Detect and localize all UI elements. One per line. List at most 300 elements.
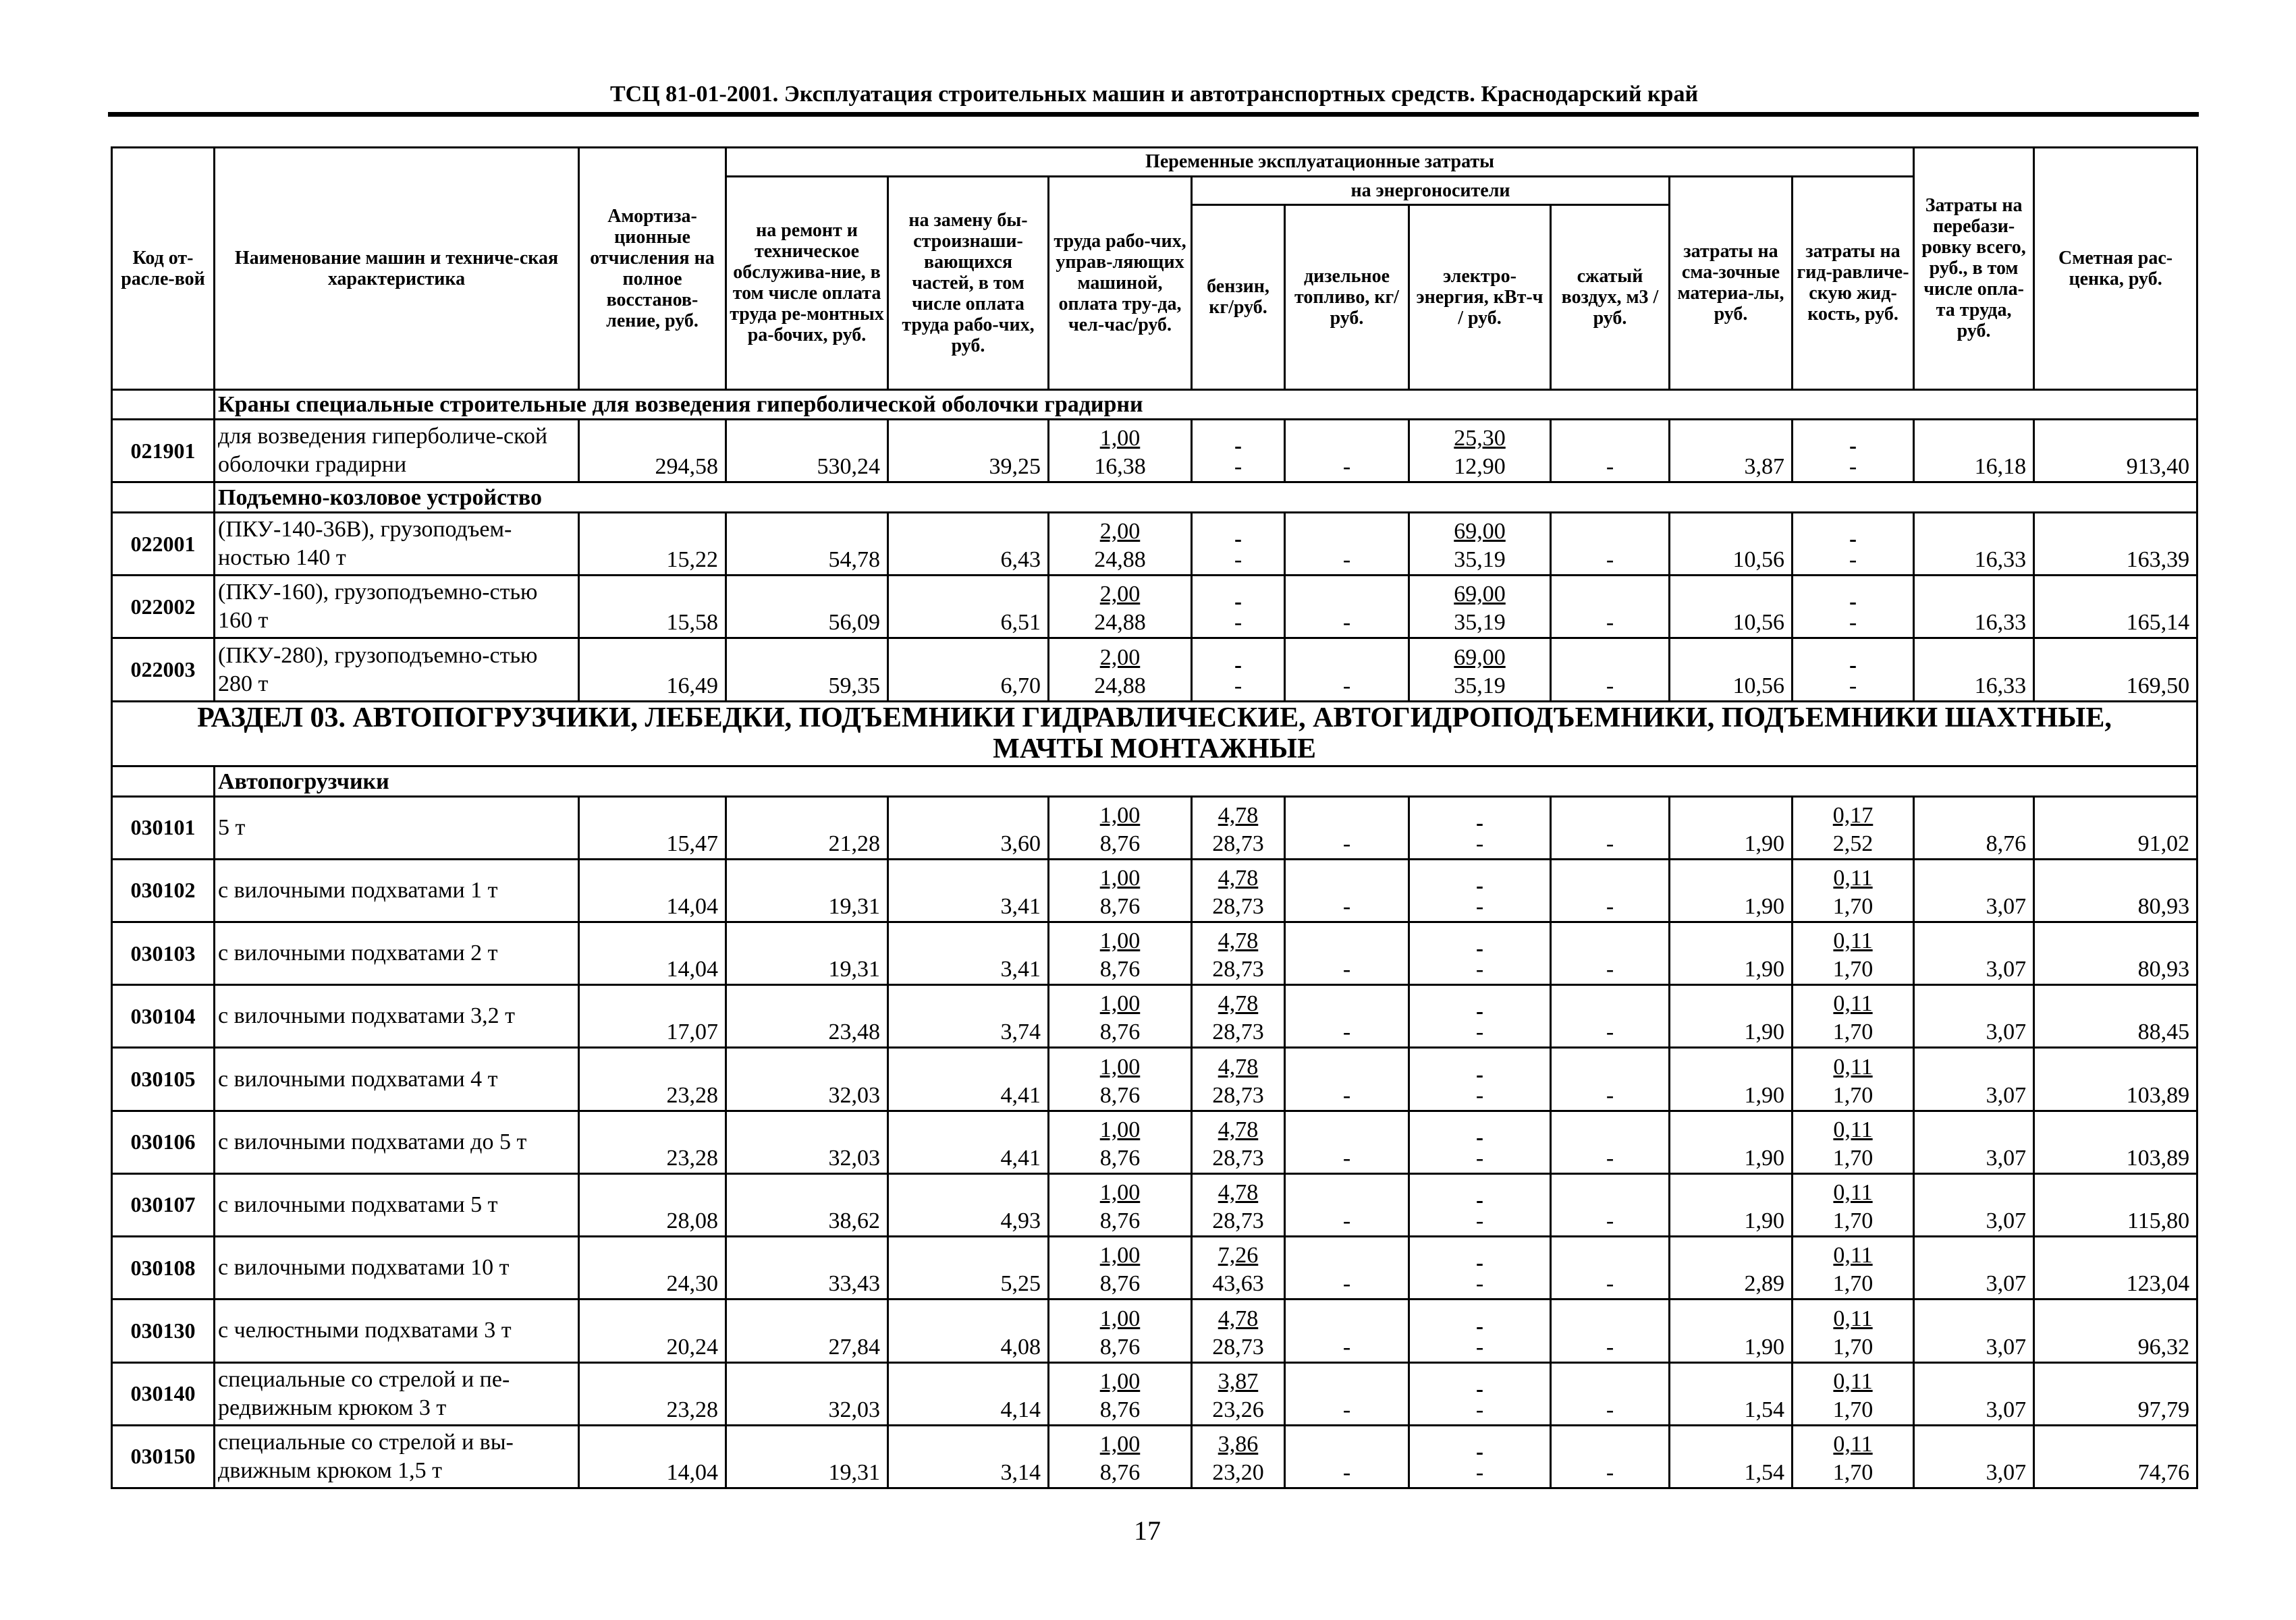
cell-air: - <box>1551 985 1670 1048</box>
section-title-line-2: МАЧТЫ МОНТАЖНЫЕ <box>993 733 1316 765</box>
cell-hydraulic-bottom: 1,70 <box>1832 893 1874 919</box>
cell-hydraulic <box>1793 513 1914 576</box>
table-row <box>112 1425 2197 1488</box>
cell-parts: 3,14 <box>888 1425 1049 1488</box>
cell-hydraulic <box>1793 420 1914 482</box>
cell-code: 030102 <box>112 859 215 922</box>
cell-labor <box>1049 1111 1192 1173</box>
cell-name: с вилочными подхватами до 5 т <box>215 1111 579 1173</box>
cell-labor-bottom: 8,76 <box>1099 1082 1141 1108</box>
cell-hydraulic-bottom: - <box>1849 454 1857 480</box>
col-header-repair: на ремонт и техническое обслужива-ние, в том числе оплата труда ре-монтных ра-бочих, руб. <box>726 176 888 389</box>
cell-petrol-top: 4,78 <box>1218 1117 1259 1142</box>
cell-hydraulic <box>1793 859 1914 922</box>
cell-amort: 14,04 <box>579 859 726 922</box>
cell-electric-top <box>1413 1241 1547 1270</box>
cell-electric <box>1409 1362 1551 1425</box>
cell-labor-top: 1,00 <box>1099 802 1141 828</box>
cell-hydraulic <box>1793 796 1914 859</box>
cell-petrol-top <box>1195 644 1281 672</box>
cell-labor-top: 1,00 <box>1099 1306 1141 1331</box>
cell-code: 030103 <box>112 922 215 984</box>
cell-hydraulic-top <box>1796 644 1910 672</box>
cell-repair: 59,35 <box>726 638 888 701</box>
cell-labor-top: 1,00 <box>1099 1368 1141 1394</box>
cell-petrol-bottom: 28,73 <box>1212 1082 1264 1108</box>
cell-electric-bottom: - <box>1475 831 1484 856</box>
cell-hydraulic <box>1793 1300 1914 1362</box>
cell-diesel: - <box>1285 420 1409 482</box>
cell-code: 030150 <box>112 1425 215 1488</box>
cell-hydraulic-bottom: 1,70 <box>1832 1145 1874 1171</box>
cell-parts: 39,25 <box>888 420 1049 482</box>
cell-petrol <box>1192 1425 1285 1488</box>
table-row <box>112 1048 2197 1111</box>
cell-hydraulic <box>1793 638 1914 701</box>
group-header-row <box>112 389 2197 420</box>
cell-code: 030108 <box>112 1237 215 1300</box>
cell-rate: 913,40 <box>2034 420 2197 482</box>
cell-hydraulic <box>1793 1111 1914 1173</box>
cell-labor-bottom: 8,76 <box>1099 1460 1141 1485</box>
cell-amort: 28,08 <box>579 1173 726 1236</box>
cell-parts: 3,60 <box>888 796 1049 859</box>
cell-repair: 32,03 <box>726 1111 888 1173</box>
cell-rate: 97,79 <box>2034 1362 2197 1425</box>
cell-electric <box>1409 796 1551 859</box>
col-header-rate: Сметная рас-ценка, руб. <box>2034 148 2197 390</box>
table-row <box>112 576 2197 638</box>
col-header-petrol: бензин, кг/руб. <box>1192 205 1285 390</box>
cell-electric-bottom: - <box>1475 893 1484 919</box>
cell-labor <box>1049 796 1192 859</box>
cell-name: с вилочными подхватами 10 т <box>215 1237 579 1300</box>
cell-electric-top <box>1413 1368 1547 1396</box>
cell-petrol-bottom: 28,73 <box>1212 893 1264 919</box>
cell-hydraulic-bottom: - <box>1849 610 1857 636</box>
cell-relocation: 3,07 <box>1914 1300 2034 1362</box>
cell-petrol <box>1192 985 1285 1048</box>
cell-electric <box>1409 1237 1551 1300</box>
group-code-blank <box>112 766 215 796</box>
cell-labor-top: 2,00 <box>1099 519 1141 544</box>
cell-labor-top: 1,00 <box>1099 426 1141 451</box>
cell-code: 030105 <box>112 1048 215 1111</box>
cell-labor-bottom: 8,76 <box>1099 1334 1141 1360</box>
group-title: Автопогрузчики <box>215 766 2197 796</box>
cell-code: 022003 <box>112 638 215 701</box>
section-row <box>112 701 2197 766</box>
cell-labor-bottom: 8,76 <box>1099 1271 1141 1297</box>
col-header-variable-costs: Переменные эксплуатационные затраты <box>726 148 1914 177</box>
cell-labor-top: 1,00 <box>1099 1432 1141 1457</box>
cell-diesel: - <box>1285 1362 1409 1425</box>
cell-labor-bottom: 24,88 <box>1094 610 1146 636</box>
cell-hydraulic-top: 0,17 <box>1832 802 1874 828</box>
group-header-row <box>112 482 2197 513</box>
cell-hydraulic-top: 0,11 <box>1833 1054 1873 1080</box>
cell-electric-bottom: 12,90 <box>1454 454 1506 480</box>
cell-relocation: 3,07 <box>1914 922 2034 984</box>
cell-electric <box>1409 859 1551 922</box>
cell-code: 022001 <box>112 513 215 576</box>
cell-petrol <box>1192 513 1285 576</box>
cell-hydraulic-top: 0,11 <box>1833 1306 1873 1331</box>
cell-petrol-top: 4,78 <box>1218 1180 1259 1206</box>
cell-repair: 33,43 <box>726 1237 888 1300</box>
cell-rate: 123,04 <box>2034 1237 2197 1300</box>
cell-petrol-top: 4,78 <box>1218 1306 1259 1331</box>
cell-labor <box>1049 513 1192 576</box>
cell-electric-top: 25,30 <box>1454 426 1506 451</box>
cell-rate: 163,39 <box>2034 513 2197 576</box>
cell-petrol <box>1192 1173 1285 1236</box>
cell-lubricants: 10,56 <box>1670 513 1793 576</box>
cell-electric <box>1409 576 1551 638</box>
cell-labor <box>1049 859 1192 922</box>
cell-labor-bottom: 8,76 <box>1099 1208 1141 1234</box>
cell-code: 030140 <box>112 1362 215 1425</box>
cell-electric-top <box>1413 1053 1547 1082</box>
cell-diesel: - <box>1285 1173 1409 1236</box>
cell-air: - <box>1551 796 1670 859</box>
cell-labor <box>1049 1300 1192 1362</box>
cell-electric-top: 69,00 <box>1454 644 1506 670</box>
table-row <box>112 1300 2197 1362</box>
cell-lubricants: 1,90 <box>1670 922 1793 984</box>
cell-labor-top: 1,00 <box>1099 865 1141 891</box>
cell-electric-bottom: - <box>1475 1334 1484 1360</box>
cell-amort: 15,58 <box>579 576 726 638</box>
cell-parts: 6,51 <box>888 576 1049 638</box>
cell-petrol-bottom: - <box>1234 673 1242 698</box>
cell-amort: 23,28 <box>579 1048 726 1111</box>
cell-rate: 80,93 <box>2034 859 2197 922</box>
cell-relocation: 3,07 <box>1914 1173 2034 1236</box>
cell-rate: 91,02 <box>2034 796 2197 859</box>
cell-electric-top <box>1413 802 1547 830</box>
cell-lubricants: 10,56 <box>1670 638 1793 701</box>
document-header: ТСЦ 81-01-2001. Эксплуатация строительных машин и автотранспортных средств. Краснодарский край <box>609 82 1699 107</box>
cell-electric <box>1409 1173 1551 1236</box>
cell-electric-top <box>1413 990 1547 1018</box>
cell-petrol <box>1192 1048 1285 1111</box>
cell-amort: 20,24 <box>579 1300 726 1362</box>
cell-labor-bottom: 24,88 <box>1094 547 1146 573</box>
cell-labor <box>1049 1237 1192 1300</box>
cell-electric-bottom: - <box>1475 1208 1484 1234</box>
cell-electric-top: 69,00 <box>1454 519 1506 544</box>
cell-air: - <box>1551 1048 1670 1111</box>
cell-lubricants: 3,87 <box>1670 420 1793 482</box>
cell-relocation: 3,07 <box>1914 859 2034 922</box>
col-header-amort: Амортиза-ционные отчисления на полное восстанов-ление, руб. <box>579 148 726 390</box>
cell-amort: 24,30 <box>579 1237 726 1300</box>
cell-petrol-bottom: 23,26 <box>1212 1397 1264 1422</box>
cell-petrol-bottom: 23,20 <box>1212 1460 1264 1485</box>
cell-name: с челюстными подхватами 3 т <box>215 1300 579 1362</box>
cell-air: - <box>1551 859 1670 922</box>
cell-name: специальные со стрелой и вы-движным крюком 1,5 т <box>215 1425 579 1488</box>
cell-labor-top: 1,00 <box>1099 928 1141 954</box>
cell-repair: 23,48 <box>726 985 888 1048</box>
cell-rate: 80,93 <box>2034 922 2197 984</box>
cell-hydraulic-bottom: 1,70 <box>1832 1397 1874 1422</box>
cell-hydraulic <box>1793 1425 1914 1488</box>
cell-repair: 54,78 <box>726 513 888 576</box>
cell-air: - <box>1551 513 1670 576</box>
cell-repair: 530,24 <box>726 420 888 482</box>
cell-air: - <box>1551 1362 1670 1425</box>
cell-petrol-top: 4,78 <box>1218 865 1259 891</box>
cell-amort: 294,58 <box>579 420 726 482</box>
cell-diesel: - <box>1285 1425 1409 1488</box>
cell-diesel: - <box>1285 796 1409 859</box>
cell-parts: 4,14 <box>888 1362 1049 1425</box>
cell-relocation: 3,07 <box>1914 1425 2034 1488</box>
cell-electric-bottom: - <box>1475 1145 1484 1171</box>
cell-petrol <box>1192 638 1285 701</box>
cell-lubricants: 2,89 <box>1670 1237 1793 1300</box>
group-code-blank <box>112 389 215 420</box>
cell-petrol <box>1192 420 1285 482</box>
cell-diesel: - <box>1285 1237 1409 1300</box>
cell-parts: 3,41 <box>888 922 1049 984</box>
cell-petrol-top <box>1195 580 1281 609</box>
cell-rate: 103,89 <box>2034 1048 2197 1111</box>
group-title: Краны специальные строительные для возведения гиперболической оболочки градирни <box>215 389 2197 420</box>
cell-petrol-bottom: 43,63 <box>1212 1271 1264 1297</box>
cell-rate: 96,32 <box>2034 1300 2197 1362</box>
cell-labor <box>1049 922 1192 984</box>
table-row <box>112 1362 2197 1425</box>
cell-hydraulic-top: 0,11 <box>1833 1117 1873 1142</box>
cell-name: 5 т <box>215 796 579 859</box>
cell-petrol <box>1192 922 1285 984</box>
cell-repair: 19,31 <box>726 922 888 984</box>
cell-relocation: 16,33 <box>1914 513 2034 576</box>
cell-petrol-top: 3,86 <box>1218 1432 1259 1457</box>
cell-labor-top: 2,00 <box>1099 582 1141 607</box>
cell-diesel: - <box>1285 638 1409 701</box>
cell-labor-bottom: 8,76 <box>1099 1020 1141 1045</box>
cell-air: - <box>1551 420 1670 482</box>
cell-electric <box>1409 922 1551 984</box>
cell-labor-bottom: 8,76 <box>1099 831 1141 856</box>
cell-rate: 88,45 <box>2034 985 2197 1048</box>
cell-hydraulic <box>1793 1048 1914 1111</box>
cell-amort: 14,04 <box>579 1425 726 1488</box>
cell-electric <box>1409 1300 1551 1362</box>
table-row <box>112 922 2197 984</box>
cell-repair: 27,84 <box>726 1300 888 1362</box>
cell-repair: 32,03 <box>726 1048 888 1111</box>
cell-labor <box>1049 1048 1192 1111</box>
col-header-electric: электро-энергия, кВт-ч / руб. <box>1409 205 1551 390</box>
group-header-row <box>112 766 2197 796</box>
cell-hydraulic <box>1793 1173 1914 1236</box>
cell-relocation: 16,18 <box>1914 420 2034 482</box>
cell-hydraulic-bottom: - <box>1849 673 1857 698</box>
cell-parts: 4,08 <box>888 1300 1049 1362</box>
cell-code: 030107 <box>112 1173 215 1236</box>
cell-repair: 21,28 <box>726 796 888 859</box>
cell-parts: 4,41 <box>888 1048 1049 1111</box>
col-header-lubricants: затраты на сма-зочные материа-лы, руб. <box>1670 176 1793 389</box>
col-header-labor: труда рабо-чих, управ-ляющих машиной, оплата тру-да, чел-час/руб. <box>1049 176 1192 389</box>
cell-lubricants: 1,90 <box>1670 859 1793 922</box>
cell-labor-top: 1,00 <box>1099 991 1141 1017</box>
table-row <box>112 985 2197 1048</box>
cell-electric <box>1409 1425 1551 1488</box>
cell-name: с вилочными подхватами 2 т <box>215 922 579 984</box>
cell-petrol-bottom: 28,73 <box>1212 1208 1264 1234</box>
cell-petrol-bottom: 28,73 <box>1212 1145 1264 1171</box>
section-title <box>112 701 2197 766</box>
cell-code: 021901 <box>112 420 215 482</box>
cell-electric-bottom: - <box>1475 1020 1484 1045</box>
cell-labor <box>1049 576 1192 638</box>
cell-relocation: 3,07 <box>1914 1237 2034 1300</box>
cell-labor-bottom: 24,88 <box>1094 673 1146 698</box>
cell-petrol-bottom: 28,73 <box>1212 1020 1264 1045</box>
cell-electric <box>1409 1111 1551 1173</box>
cell-amort: 23,28 <box>579 1111 726 1173</box>
cell-petrol-bottom: - <box>1234 454 1242 480</box>
cell-petrol-top: 4,78 <box>1218 928 1259 954</box>
cell-hydraulic <box>1793 576 1914 638</box>
cell-labor-top: 1,00 <box>1099 1180 1141 1206</box>
cell-air: - <box>1551 638 1670 701</box>
cell-petrol-bottom: 28,73 <box>1212 831 1264 856</box>
cell-petrol <box>1192 859 1285 922</box>
cell-labor-bottom: 8,76 <box>1099 957 1141 982</box>
cell-diesel: - <box>1285 922 1409 984</box>
cell-code: 030104 <box>112 985 215 1048</box>
cell-name: для возведения гиперболиче-ской оболочки градирни <box>215 420 579 482</box>
cell-petrol-top: 3,87 <box>1218 1368 1259 1394</box>
cell-hydraulic-bottom: - <box>1849 547 1857 573</box>
cell-lubricants: 1,54 <box>1670 1362 1793 1425</box>
col-header-code: Код от-расле-вой <box>112 148 215 390</box>
cell-lubricants: 1,90 <box>1670 1173 1793 1236</box>
cell-electric-top: 69,00 <box>1454 582 1506 607</box>
cell-electric <box>1409 420 1551 482</box>
cell-name: с вилочными подхватами 3,2 т <box>215 985 579 1048</box>
cell-name: с вилочными подхватами 4 т <box>215 1048 579 1111</box>
cell-relocation: 16,33 <box>1914 576 2034 638</box>
cell-electric-top <box>1413 1116 1547 1144</box>
cell-electric-bottom: - <box>1475 957 1484 982</box>
cell-hydraulic-top: 0,11 <box>1833 928 1873 954</box>
section-title-line-1: РАЗДЕЛ 03. АВТОПОГРУЗЧИКИ, ЛЕБЕДКИ, ПОДЪЕМНИКИ ГИДРАВЛИЧЕСКИЕ, АВТОГИДРОПОДЪЕМНИКИ, ПОДЪЕМНИКИ ШАХТНЫЕ, <box>197 702 2112 734</box>
cell-lubricants: 1,90 <box>1670 1048 1793 1111</box>
cell-rate: 103,89 <box>2034 1111 2197 1173</box>
cell-electric-top <box>1413 1430 1547 1459</box>
cell-electric-bottom: - <box>1475 1397 1484 1422</box>
cell-repair: 38,62 <box>726 1173 888 1236</box>
cell-repair: 56,09 <box>726 576 888 638</box>
cell-amort: 14,04 <box>579 922 726 984</box>
cell-labor-top: 1,00 <box>1099 1243 1141 1268</box>
cell-labor-bottom: 8,76 <box>1099 893 1141 919</box>
col-header-relocation: Затраты на перебази-ровку всего, руб., в том числе опла-та труда, руб. <box>1914 148 2034 390</box>
cell-repair: 19,31 <box>726 1425 888 1488</box>
cell-hydraulic-bottom: 1,70 <box>1832 1082 1874 1108</box>
cell-name: (ПКУ-160), грузоподъемно-стью 160 т <box>215 576 579 638</box>
col-header-energy: на энергоносители <box>1192 176 1670 205</box>
cell-relocation: 3,07 <box>1914 1048 2034 1111</box>
cell-hydraulic <box>1793 1362 1914 1425</box>
table-row <box>112 796 2197 859</box>
cell-amort: 16,49 <box>579 638 726 701</box>
cell-hydraulic <box>1793 922 1914 984</box>
cell-labor-top: 1,00 <box>1099 1117 1141 1142</box>
cell-air: - <box>1551 922 1670 984</box>
cell-air: - <box>1551 1237 1670 1300</box>
group-title: Подъемно-козловое устройство <box>215 482 2197 513</box>
cell-hydraulic-top: 0,11 <box>1833 865 1873 891</box>
cell-hydraulic-bottom: 1,70 <box>1832 1271 1874 1297</box>
cell-electric-top <box>1413 1179 1547 1207</box>
cell-parts: 4,41 <box>888 1111 1049 1173</box>
cell-electric <box>1409 1048 1551 1111</box>
cell-code: 030130 <box>112 1300 215 1362</box>
cell-labor-top: 1,00 <box>1099 1054 1141 1080</box>
cell-labor-bottom: 8,76 <box>1099 1397 1141 1422</box>
table-row <box>112 859 2197 922</box>
cell-lubricants: 1,90 <box>1670 1111 1793 1173</box>
cell-parts: 3,74 <box>888 985 1049 1048</box>
cell-electric-bottom: 35,19 <box>1454 547 1506 573</box>
cell-hydraulic-bottom: 1,70 <box>1832 957 1874 982</box>
table-row <box>112 513 2197 576</box>
cell-petrol <box>1192 576 1285 638</box>
cell-electric-bottom: 35,19 <box>1454 610 1506 636</box>
cell-code: 030101 <box>112 796 215 859</box>
cell-air: - <box>1551 1300 1670 1362</box>
cell-electric <box>1409 513 1551 576</box>
col-header-air: сжатый воздух, м3 / руб. <box>1551 205 1670 390</box>
cell-diesel: - <box>1285 576 1409 638</box>
cell-hydraulic-top <box>1796 580 1910 609</box>
cell-hydraulic-top <box>1796 518 1910 546</box>
cell-hydraulic-top: 0,11 <box>1833 1180 1873 1206</box>
cell-amort: 23,28 <box>579 1362 726 1425</box>
cell-parts: 5,25 <box>888 1237 1049 1300</box>
cell-labor-bottom: 8,76 <box>1099 1145 1141 1171</box>
cell-parts: 4,93 <box>888 1173 1049 1236</box>
col-header-parts: на замену бы-строизнаши-вающихся частей, в том числе оплата труда рабо-чих, руб. <box>888 176 1049 389</box>
cell-hydraulic-bottom: 1,70 <box>1832 1020 1874 1045</box>
cell-hydraulic-top: 0,11 <box>1833 1432 1873 1457</box>
cell-hydraulic <box>1793 985 1914 1048</box>
cell-petrol-bottom: 28,73 <box>1212 957 1264 982</box>
cell-parts: 6,70 <box>888 638 1049 701</box>
cell-hydraulic-bottom: 1,70 <box>1832 1208 1874 1234</box>
cell-rate: 115,80 <box>2034 1173 2197 1236</box>
cell-labor-bottom: 16,38 <box>1094 454 1146 480</box>
cell-diesel: - <box>1285 1048 1409 1111</box>
cell-name: (ПКУ-280), грузоподъемно-стью 280 т <box>215 638 579 701</box>
cell-petrol-bottom: 28,73 <box>1212 1334 1264 1360</box>
cell-petrol-top <box>1195 424 1281 453</box>
cell-labor-top: 2,00 <box>1099 644 1141 670</box>
cell-petrol-top: 4,78 <box>1218 802 1259 828</box>
group-code-blank <box>112 482 215 513</box>
table-row <box>112 420 2197 482</box>
cell-labor <box>1049 420 1192 482</box>
